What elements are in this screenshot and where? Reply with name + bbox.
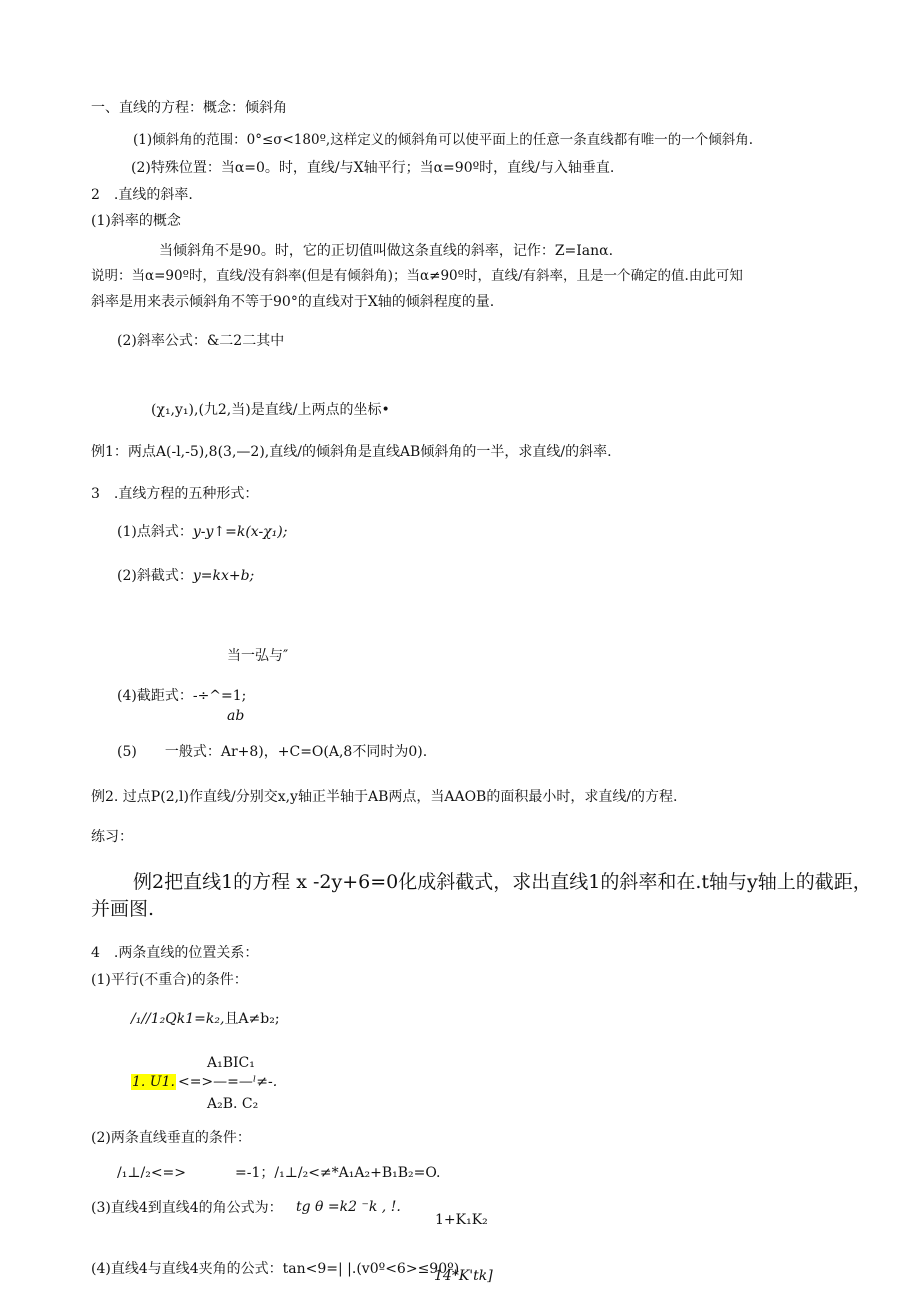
- perpendicular-condition-left: /₁⊥/₂<=>: [117, 1165, 187, 1181]
- example-2: 例2. 过点P(2,l)作直线/分别交x,y轴正半轴于AB两点，当AAOB的面积最小时，求直线/的方程.: [91, 789, 678, 805]
- parallel-condition-tail: 且A≠b₂;: [224, 1011, 280, 1027]
- section1-heading: 一、直线的方程：概念：倾斜角: [91, 100, 287, 116]
- slope-intercept-label: (2)斜截式：: [117, 568, 193, 584]
- coefficient-ratio-denominator: A₂B. C₂: [207, 1096, 259, 1112]
- slope-definition: 当倾斜角不是90。时，它的正切值叫做这条直线的斜率，记作：Z=Ianα.: [159, 243, 614, 259]
- intercept-form: [117, 688, 246, 705]
- slope-concept-title: (1)斜率的概念: [91, 213, 181, 229]
- coefficient-ratio-numerator: A₁BIC₁: [207, 1055, 255, 1071]
- highlighted-label: 1. U1.: [132, 1074, 175, 1090]
- slope-intercept-form: [117, 568, 254, 585]
- point-slope-equation: y-y↑=k(x-χ₁);: [192, 524, 288, 540]
- general-form: [117, 744, 427, 761]
- slope-note-line2: 斜率是用来表示倾斜角不等于90°的直线对于X轴的倾斜程度的量.: [91, 294, 495, 310]
- parallel-condition: [131, 1011, 280, 1028]
- slope-intercept-equation: y=kx+b;: [192, 568, 255, 584]
- slope-formula-title: (2)斜率公式：&二2二其中: [117, 333, 285, 349]
- practice-problem-line2: 并画图.: [91, 898, 155, 920]
- angle-formula-title: (3)直线4到直线4的角公式为：: [91, 1200, 283, 1216]
- angle-formula-denominator: 1+K₁K₂: [435, 1212, 488, 1228]
- general-form-label: (5): [117, 744, 137, 760]
- angle-formula: tg θ =k2 ⁻k , !.: [296, 1199, 401, 1215]
- perpendicular-condition-right: =-1；/₁⊥/₂<≠*A₁A₂+B₁B₂=O.: [235, 1165, 441, 1181]
- coefficient-ratio: [131, 1074, 277, 1091]
- included-angle-denominator: 14*K'tk]: [434, 1268, 493, 1284]
- section2-heading: 2 .直线的斜率.: [91, 187, 193, 203]
- section4-heading: 4 .两条直线的位置关系：: [91, 945, 259, 961]
- intercept-label: (4)截距式：: [117, 688, 193, 704]
- points-coordinates: (χ₁,y₁),(九2,当)是直线/上两点的坐标•: [151, 402, 390, 418]
- perpendicular-condition-title: (2)两条直线垂直的条件：: [91, 1130, 251, 1146]
- point-slope-form: [117, 524, 287, 541]
- intercept-equation: -÷^=1;: [192, 688, 247, 704]
- practice-problem-line1: 例2把直线1的方程 x -2y+6=0化成斜截式，求出直线1的斜率和在.t轴与y轴上的截距，: [133, 871, 872, 893]
- general-form-text: 一般式：Ar+8)，+C=O(A,8不同时为0).: [164, 744, 428, 760]
- section3-heading: 3 .直线方程的五种形式：: [91, 486, 259, 502]
- parallel-equation: /₁//1₂Qk1=k₂,: [131, 1011, 225, 1027]
- included-angle-formula: (4)直线4与直线4夹角的公式：tan<9=| |.(v0º<6>≤90º): [91, 1261, 460, 1277]
- intercept-denominator: ab: [227, 708, 245, 724]
- coefficient-ratio-relation: <=>—=—ˡ≠-.: [177, 1074, 278, 1090]
- parallel-condition-title: (1)平行(不重合)的条件：: [91, 972, 248, 988]
- practice-label: 练习：: [91, 829, 133, 845]
- example-1: 例1：两点A(-l,-5),8(3,—2),直线/的倾斜角是直线AB倾斜角的一半，求直线/的斜率.: [91, 444, 612, 460]
- inclination-range: (1)倾斜角的范围：0°≤σ<180º,这样定义的倾斜角可以使平面上的任意一条直线都有唯一的一个倾斜角.: [133, 132, 753, 148]
- two-point-form: 当一弘与″: [227, 648, 289, 664]
- special-positions: (2)特殊位置：当α=0。时，直线/与X轴平行；当α=90º时，直线/与入轴垂直.: [131, 160, 615, 176]
- slope-note-line1: 说明：当α=90º时，直线/没有斜率(但是有倾斜角)；当α≠90º时，直线/有斜率，且是一个确定的值.由此可知: [91, 268, 743, 284]
- point-slope-label: (1)点斜式：: [117, 524, 193, 540]
